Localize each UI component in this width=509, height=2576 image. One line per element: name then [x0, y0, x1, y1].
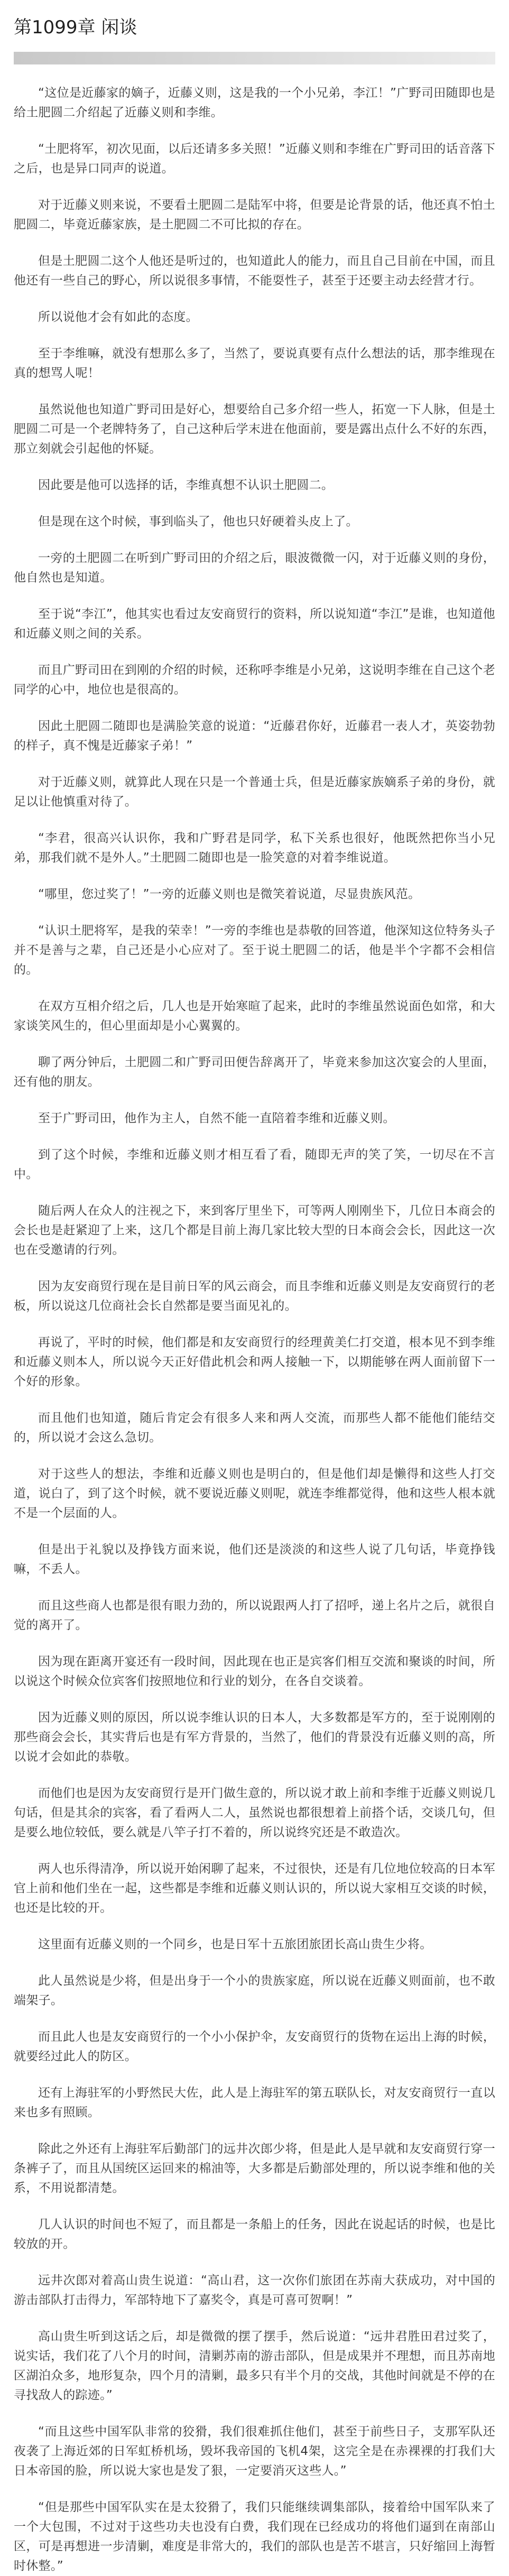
paragraph: 虽然说他也知道广野司田是好心，想要给自己多介绍一些人，拓宽一下人脉，但是土肥圆二可是一个老牌特务了，自己这种后学末进在他面前，要是露出点什么不好的东西，那立刻就会引起他的怀疑。: [14, 403, 495, 456]
paragraph: 因为友安商贸行现在是目前日军的风云商会，而且李维和近藤义则是友安商贸行的老板，所以说这几位商社会长自然都是要当面见礼的。: [14, 1280, 495, 1313]
paragraph: 因为近藤义则的原因，所以说李维认识的日本人，大多数都是军方的，至于说刚刚的那些商会会长，其实背后也是有军方背景的，当然了，他们的背景没有近藤义则的高，所以说才会如此的恭敬。: [14, 1711, 495, 1764]
paragraph: 但是出于礼貌以及挣钱方面来说，他们还是淡淡的和这些人说了几句话，毕竟挣钱嘛，不丢人。: [14, 1543, 495, 1576]
paragraph: 此人虽然说是少将，但是出身于一个小的贵族家庭，所以说在近藤义则面前，也不敢端架子。: [14, 1974, 495, 2007]
paragraph: 高山贵生听到这话之后，却是微微的摆了摆手，然后说道：“远井君胜田君过奖了，说实话，我们花了八个月的时间，清剿苏南的游击部队，但是成果并不理想，而且苏南地区湖泊众多，地形复杂，四个月的清剿，最多只有半个月的交战，其他时间就是不停的在寻找敌人的踪迹。”: [14, 2330, 495, 2402]
paragraph: “土肥将军，初次见面，以后还请多多关照！”近藤义则和李维在广野司田的话音落下之后，也是异口同声的说道。: [14, 142, 495, 175]
paragraph: 对于这些人的想法，李维和近藤义则也是明白的，但是他们却是懒得和这些人打交道，说白了，到了这个时候，就不要说近藤义则呢，就连李维都觉得，他和这些人根本就不是一个层面的人。: [14, 1467, 495, 1520]
paragraph: 几人认识的时间也不短了，而且都是一条船上的任务，因此在说起话的时候，也是比较放的开。: [14, 2218, 495, 2251]
title-divider: [14, 52, 495, 64]
paragraph: 远井次郎对着高山贵生说道：“高山君，这一次你们旅团在苏南大获成功，对中国的游击部队打击得力，军部特地下了嘉奖令，真是可喜可贺啊！”: [14, 2274, 495, 2307]
paragraph: 但是现在这个时候，事到临头了，他也只好硬着头皮上了。: [38, 515, 358, 529]
paragraph: “李君，很高兴认识你，我和广野君是同学，私下关系也很好，他既然把你当小兄弟，那我们就不是外人。”土肥圆二随即也是一脸笑意的对着李维说道。: [14, 831, 495, 865]
paragraph: 随后两人在众人的注视之下，来到客厅里坐下，可等两人刚刚坐下，几位日本商会的会长也是赶紧迎了上来，这几个都是目前上海几家比较大型的日本商会会长，因此这一次也在受邀请的行列。: [14, 1204, 495, 1257]
paragraph: 还有上海驻军的小野然民大佐，此人是上海驻军的第五联队长，对友安商贸行一直以来也多有照顾。: [14, 2086, 495, 2119]
paragraph: 而且广野司田在到刚的介绍的时候，还称呼李维是小兄弟，这说明李维在自己这个老同学的心中，地位也是很高的。: [14, 663, 495, 697]
paragraph: “哪里，您过奖了！”一旁的近藤义则也是微笑着说道，尽显贵族风范。: [38, 887, 421, 901]
paragraph: “这位是近藤家的嫡子，近藤义则，这是我的一个小兄弟，李江！”广野司田随即也是给土肥圆二介绍起了近藤义则和李维。: [14, 86, 495, 119]
paragraph: 这里面有近藤义则的一个同乡，也是日军十五旅团旅团长高山贵生少将。: [38, 1938, 432, 1951]
paragraph: 除此之外还有上海驻军后勤部门的远井次郎少将，但是此人是早就和友安商贸行穿一条裤子了，而且从国统区运回来的棉油等，大多都是后勤部处理的，所以说李维和他的关系，不用说都清楚。: [14, 2142, 495, 2195]
paragraph: 而且这些商人也都是很有眼力劲的，所以说跟两人打了招呼，递上名片之后，就很自觉的离开了。: [14, 1599, 495, 1632]
paragraph: 至于广野司田，他作为主人，自然不能一直陪着李维和近藤义则。: [38, 1111, 395, 1125]
chapter-body: [14, 84, 495, 2576]
paragraph: 所以说他才会有如此的态度。: [38, 310, 198, 324]
paragraph: 在双方互相介绍之后，几人也是开始寒暄了起来，此时的李维虽然说面色如常，和大家谈笑风生的，但心里面却是小心翼翼的。: [14, 999, 495, 1033]
paragraph: 至于说“李江”，他其实也看过友安商贸行的资料，所以说知道“李江”是谁，也知道他和近藤义则之间的关系。: [14, 607, 495, 641]
chapter-title: 第1099章 闲谈: [14, 17, 137, 38]
paragraph: 但是土肥圆二这个人他还是听过的，也知道此人的能力，而且自己目前在中国，而且他还有一些自己的野心，所以说很多事情，不能耍性子，甚至于还要主动去经营才行。: [14, 254, 495, 288]
paragraph: “而且这些中国军队非常的狡猾，我们很难抓住他们，甚至于前些日子，支那军队还夜袭了上海近郊的日军虹桥机场，毁坏我帝国的飞机4架，这完全是在赤裸裸的打我们大日本帝国的脸，所以说大家也是发了狠，一定要消灭这些人。”: [14, 2425, 495, 2478]
paragraph: 到了这个时候，李维和近藤义则才相互看了看，随即无声的笑了笑，一切尽在不言中。: [14, 1148, 495, 1181]
paragraph: “认识土肥将军，是我的荣幸！”一旁的李维也是恭敬的回答道，他深知这位特务头子并不是善与之辈，自己还是小心应对了。至于说土肥圆二的话，他是半个字都不会相信的。: [14, 924, 495, 977]
paragraph: 一旁的土肥圆二在听到广野司田的介绍之后，眼波微微一闪，对于近藤义则的身份，他自然也是知道。: [14, 551, 495, 585]
paragraph: 对于近藤义则来说，不要看土肥圆二是陆军中将，但要是论背景的话，他还真不怕土肥圆二，毕竟近藤家族，是土肥圆二不可比拟的存在。: [14, 198, 495, 231]
paragraph: 聊了两分钟后，土肥圆二和广野司田便告辞离开了，毕竟来参加这次宴会的人里面，还有他的朋友。: [14, 1055, 495, 1089]
paragraph: 至于李维嘛，就没有想那么多了，当然了，要说真要有点什么想法的话，那李维现在真的想骂人呢！: [14, 347, 495, 380]
paragraph: 因为现在距离开宴还有一段时间，因此现在也正是宾客们相互交流和聚谈的时间，所以说这个时候众位宾客们按照地位和行业的划分，在各自交谈着。: [14, 1655, 495, 1688]
paragraph: “但是那些中国军队实在是太狡猾了，我们只能继续调集部队，接着给中国军队来了一个大包围，不过对于这些功夫也没有白费，我们现在已经成功的将他们逼到在南部山区，可是再想进一步清剿，难度是非常大的，我们的部队也是苦不堪言，只好缩回上海暂时休整。”: [14, 2500, 495, 2573]
paragraph: 而且他们也知道，随后肯定会有很多人来和两人交流，而那些人都不能他们能结交的，所以说才会这么急切。: [14, 1411, 495, 1444]
paragraph: 而且此人也是友安商贸行的一个小小保护伞，友安商贸行的货物在运出上海的时候，就要经过此人的防区。: [14, 2030, 495, 2063]
paragraph: 而他们也是因为友安商贸行是开门做生意的，所以说才敢上前和李维于近藤义则说几句话，但是其余的宾客，看了看两人二人，虽然说也都很想着上前搭个话，交谈几句，但是要么地位较低，要么就是八竿子打不着的，所以说终究还是不敢造次。: [14, 1786, 495, 1839]
paragraph: 因此土肥圆二随即也是满脸笑意的说道：“近藤君你好，近藤君一表人才，英姿勃勃的样子，真不愧是近藤家子弟！”: [14, 719, 495, 753]
paragraph: 再说了，平时的时候，他们都是和友安商贸行的经理黄美仁打交道，根本见不到李维和近藤义则本人，所以说今天正好借此机会和两人接触一下，以期能够在两人面前留下一个好的形象。: [14, 1336, 495, 1388]
paragraph: 两人也乐得清净，所以说开始闲聊了起来，不过很快，还是有几位地位较高的日本军官上前和他们坐在一起，这些都是李维和近藤义则认识的，所以说大家相互交谈的时候，也还是比较的开。: [14, 1862, 495, 1915]
paragraph: 对于近藤义则，就算此人现在只是一个普通士兵，但是近藤家族嫡系子弟的身份，就足以让他慎重对待了。: [14, 775, 495, 809]
paragraph: 因此要是他可以选择的话，李维真想不认识土肥圆二。: [38, 478, 334, 492]
